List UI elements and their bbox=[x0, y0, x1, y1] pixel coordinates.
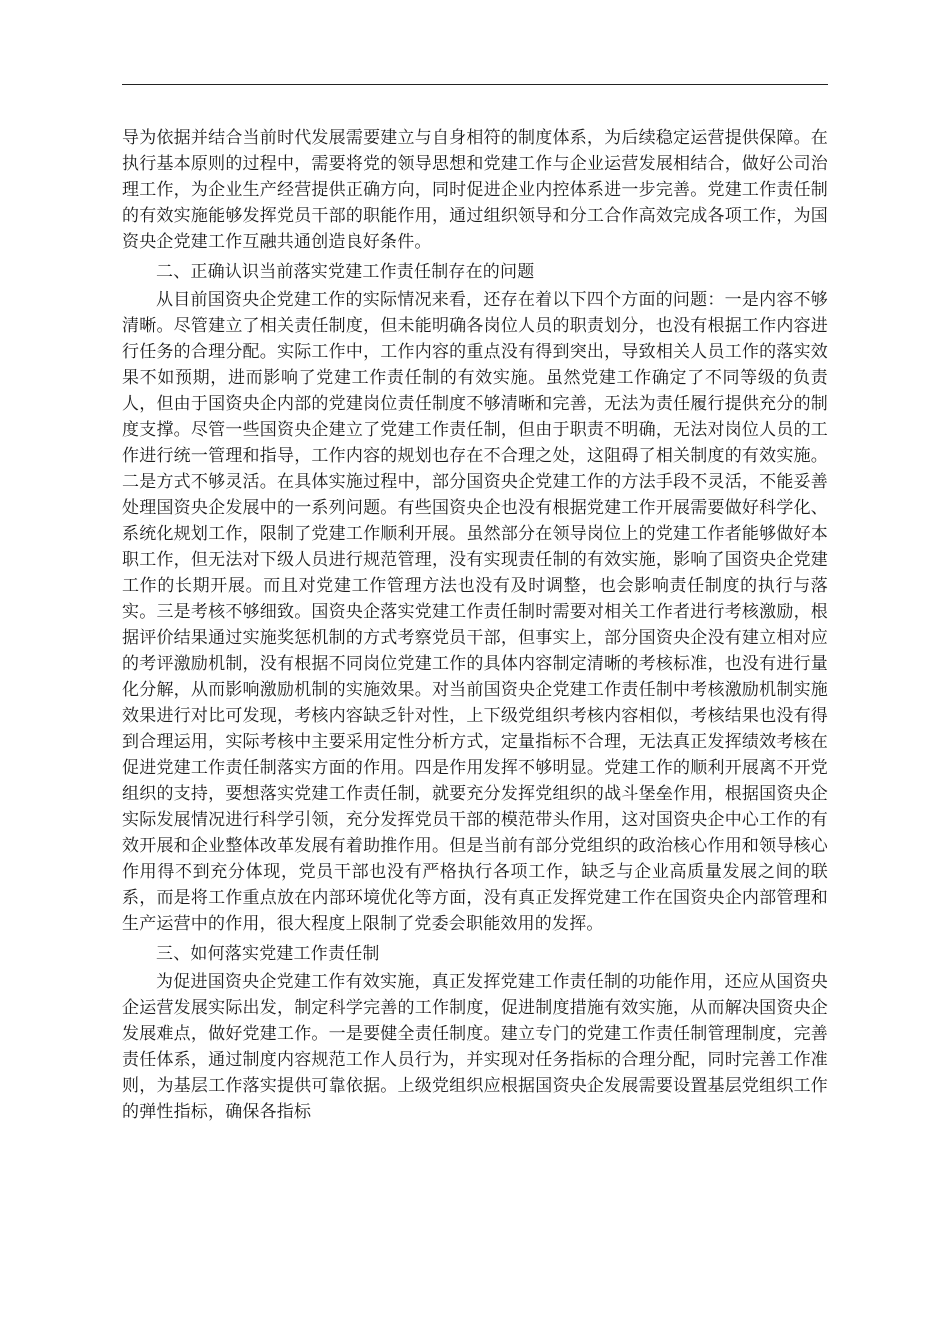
section-heading-2: 二、正确认识当前落实党建工作责任制存在的问题 bbox=[156, 262, 535, 282]
header-rule bbox=[122, 84, 828, 85]
paragraph-implementation: 为促进国资央企党建工作有效实施，真正发挥党建工作责任制的功能作用，还应从国资央企运营发展实际出发，制定科学完善的工作制度，促进制度措施有效实施，从而解决国资央企发展难点，做好党建工作。一是要健全责任制度。建立专门的党建工作责任制管理制度，完善责任体系，通过制度内容规范工作人员行为，并实现对任务指标的合理分配，同时完善工作准则，为基层工作落实提供可靠依据。上级党组织应根据国资央企发展需要设置基层党组织工作的弹性指标，确保各指标 bbox=[122, 972, 828, 1122]
section-heading-3: 三、如何落实党建工作责任制 bbox=[156, 944, 380, 964]
paragraph-problems: 从目前国资央企党建工作的实际情况来看，还存在着以下四个方面的问题：一是内容不够清晰。尽管建立了相关责任制度，但未能明确各岗位人员的职责划分，也没有根据工作内容进行任务的合理分配。实际工作中，工作内容的重点没有得到突出，导致相关人员工作的落实效果不如预期，进而影响了党建工作责任制的有效实施。虽然党建工作确定了不同等级的负责人，但由于国资央企内部的党建岗位责任制度不够清晰和完善，无法为责任履行提供充分的制度支撑。尽管一些国资央企建立了党建工作责任制，但由于职责不明确，无法对岗位人员的工作进行统一管理和指导，工作内容的规划也存在不合理之处，这阻碍了相关制度的有效实施。二是方式不够灵活。在具体实施过程中，部分国资央企党建工作的方法手段不灵活，不能妥善处理国资央企发展中的一系列问题。有些国资央企也没有根据党建工作开展需要做好科学化、系统化规划工作，限制了党建工作顺利开展。虽然部分在领导岗位上的党建工作者能够做好本职工作，但无法对下级人员进行规范管理，没有实现责任制的有效实施，影响了国资央企党建工作的长期开展。而且对党建工作管理方法也没有及时调整，也会影响责任制度的执行与落实。三是考核不够细致。国资央企落实党建工作责任制时需要对相关工作者进行考核激励，根据评价结果通过实施奖惩机制的方式考察党员干部，但事实上，部分国资央企没有建立相对应的考评激励机制，没有根据不同岗位党建工作的具体内容制定清晰的考核标准，也没有进行量化分解，从而影响激励机制的实施效果。对当前国资央企党建工作责任制中考核激励机制实施效果进行对比可发现，考核内容缺乏针对性，上下级党组织考核内容相似，考核结果也没有得到合理运用，实际考核中主要采用定性分析方式，定量指标不合理，无法真正发挥绩效考核在促进党建工作责任制落实方面的作用。四是作用发挥不够明显。党建工作的顺利开展离不开党组织的支持，要想落实党建工作责任制，就要充分发挥党组织的战斗堡垒作用，根据国资央企实际发展情况进行科学引领，充分发挥党员干部的模范带头作用，这对国资央企中心工作的有效开展和企业整体改革发展有着助推作用。但是当前有部分党组织的政治核心作用和领导核心作用得不到充分体现，党员干部也没有严格执行各项工作，缺乏与企业高质量发展之间的联系，而是将工作重点放在内部环境优化等方面，没有真正发挥党建工作在国资央企内部管理和生产运营中的作用，很大程度上限制了党委会职能效用的发挥。 bbox=[122, 290, 828, 934]
document-body bbox=[122, 125, 828, 1125]
paragraph-continuation: 导为依据并结合当前时代发展需要建立与自身相符的制度体系，为后续稳定运营提供保障。在执行基本原则的过程中，需要将党的领导思想和党建工作与企业运营发展相结合，做好公司治理工作，为企业生产经营提供正确方向，同时促进企业内控体系进一步完善。党建工作责任制的有效实施能够发挥党员干部的职能作用，通过组织领导和分工合作高效完成各项工作，为国资央企党建工作互融共通创造良好条件。 bbox=[122, 128, 828, 252]
